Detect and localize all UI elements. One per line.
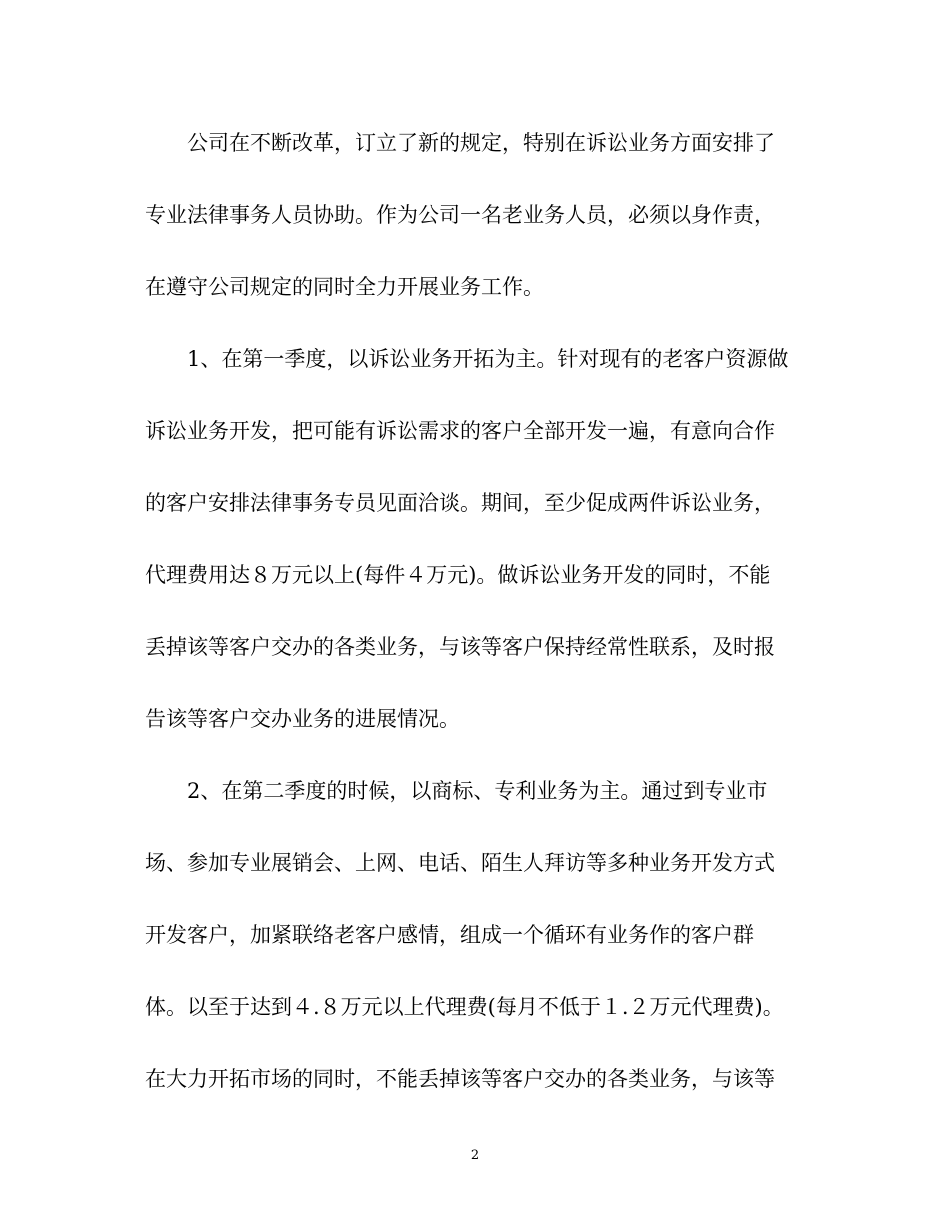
paragraph-3-line-2: 场、参加专业展销会、上网、电话、陌生人拜访等多种业务开发方式 <box>145 851 775 875</box>
paragraph-2-line-3: 的客户安排法律事务专员见面洽谈。期间，至少促成两件诉讼业务， <box>145 491 775 515</box>
paragraph-2-line-2: 诉讼业务开发，把可能有诉讼需求的客户全部开发一遍，有意向合作 <box>145 419 775 443</box>
paragraph-3-line-5: 在大力开拓市场的同时，不能丢掉该等客户交办的各类业务，与该等 <box>145 1067 775 1091</box>
paragraph-2-line-4: 代理费用达８万元以上(每件４万元)。做诉讼业务开发的同时，不能 <box>145 563 771 587</box>
paragraph-1-line-2: 专业法律事务人员协助。作为公司一名老业务人员，必须以身作责， <box>145 203 775 227</box>
page-number: 2 <box>470 1148 480 1163</box>
paragraph-3-line-1: 2、在第二季度的时候，以商标、专利业务为主。通过到专业市 <box>187 779 768 803</box>
paragraph-2-line-1: 1、在第一季度，以诉讼业务开拓为主。针对现有的老客户资源做 <box>187 347 789 371</box>
paragraph-1-line-3: 在遵守公司规定的同时全力开展业务工作。 <box>145 275 544 299</box>
paragraph-3-line-4: 体。以至于达到４.８万元以上代理费(每月不低于１.２万元代理费)。 <box>145 995 784 1019</box>
paragraph-1-line-1: 公司在不断改革，订立了新的规定，特别在诉讼业务方面安排了 <box>187 131 775 155</box>
paragraph-3-line-3: 开发客户，加紧联络老客户感情，组成一个循环有业务作的客户群 <box>145 923 754 947</box>
paragraph-2-line-6: 告该等客户交办业务的进展情况。 <box>145 707 460 731</box>
paragraph-2-line-5: 丢掉该等客户交办的各类业务，与该等客户保持经常性联系，及时报 <box>145 635 775 659</box>
